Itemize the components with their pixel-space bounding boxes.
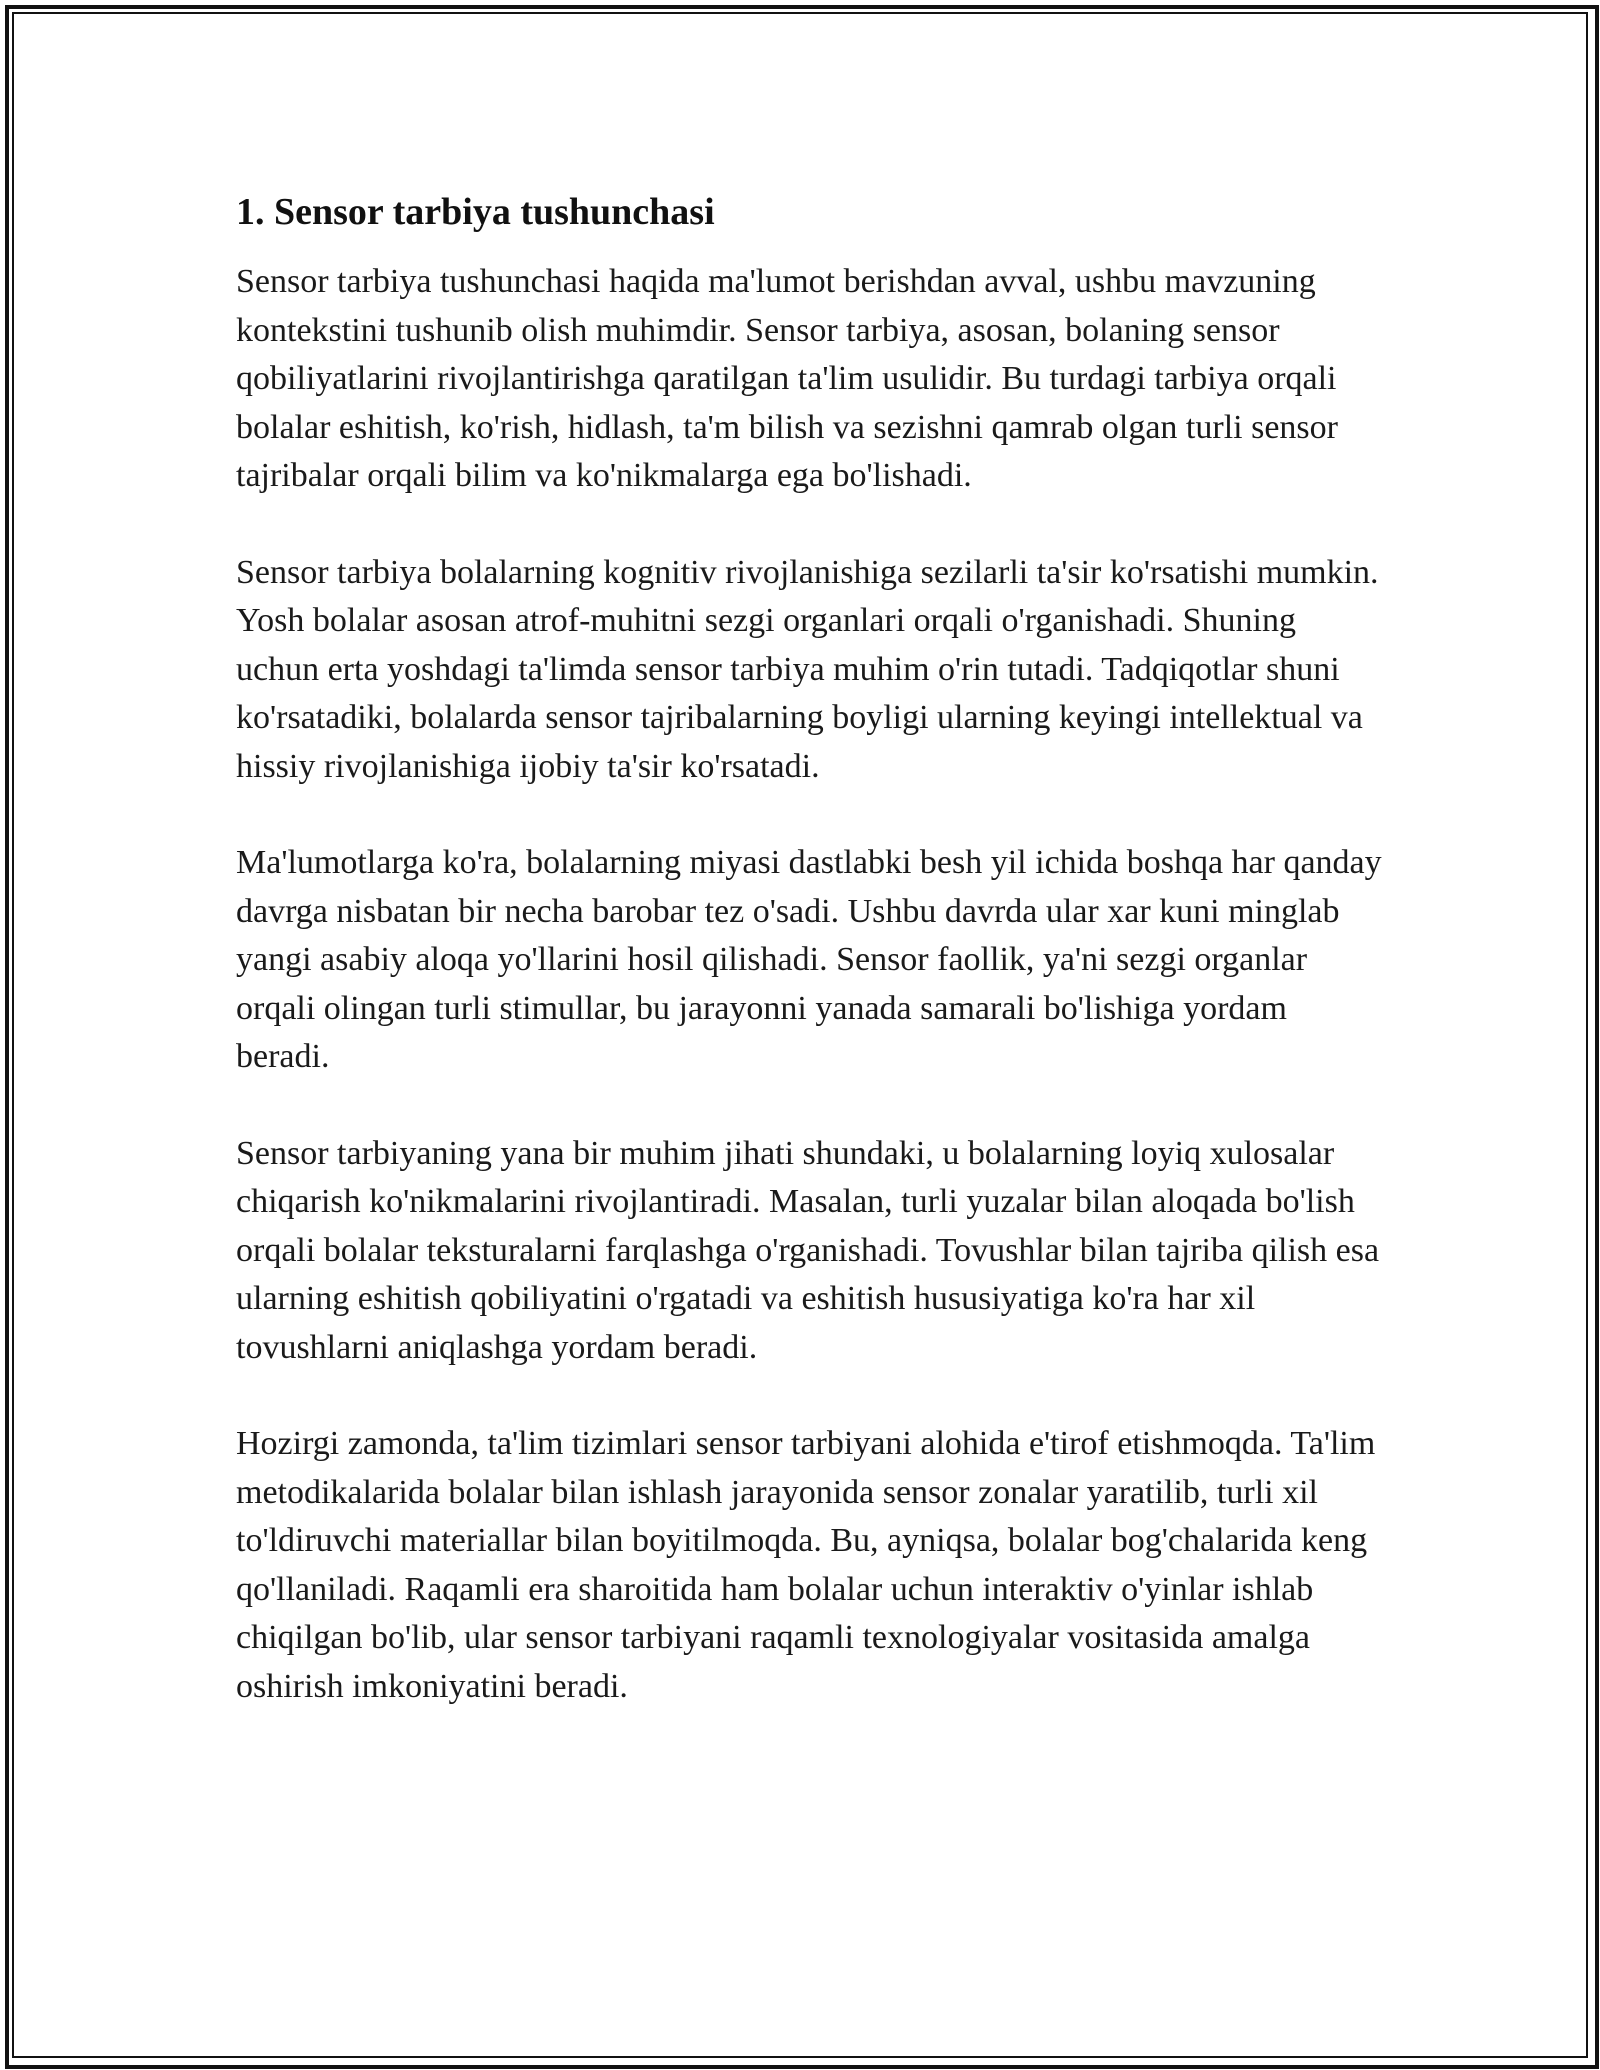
paragraph-1: Sensor tarbiya tushunchasi haqida ma'lumot berishdan avval, ushbu mavzuning kontekstini tushunib olish muhimdir. Sensor tarbiya, asosan, bolaning sensor qobiliyatlarini rivojlantirishga qaratilgan ta'lim usulidir. Bu turdagi tarbiya orqali bolalar eshitish, ko'rish, hidlash, ta'm bilish va sezishni qamrab olgan turli sensor tajribalar orqali bilim va ko'nikmalarga ega bo'lishadi. bbox=[236, 263, 1338, 494]
paragraph-5: Hozirgi zamonda, ta'lim tizimlari sensor tarbiyani alohida e'tirof etishmoqda. Ta'lim metodikalarida bolalar bilan ishlash jarayonida sensor zonalar yaratilib, turli xil to'ldiruvchi materiallar bilan boyitilmoqda. Bu, ayniqsa, bolalar bog'chalarida keng qo'llaniladi. Raqamli era sharoitida ham bolalar uchun interaktiv o'yinlar ishlab chiqilgan bo'lib, ular sensor tarbiyani raqamli texnologiyalar vositasida amalga oshirish imkoniyatini beradi. bbox=[236, 1425, 1376, 1705]
section-title: 1. Sensor tarbiya tushunchasi bbox=[236, 191, 715, 233]
paragraph-3: Ma'lumotlarga ko'ra, bolalarning miyasi dastlabki besh yil ichida boshqa har qanday davrga nisbatan bir necha barobar tez o'sadi. Ushbu davrda ular xar kuni minglab yangi asabiy aloqa yo'llarini hosil qilishadi. Sensor faollik, ya'ni sezgi organlar orqali olingan turli stimullar, bu jarayonni yanada samarali bo'lishiga yordam beradi. bbox=[236, 844, 1382, 1075]
document-body bbox=[236, 186, 1386, 1759]
paragraph-4: Sensor tarbiyaning yana bir muhim jihati shundaki, u bolalarning loyiq xulosalar chiqarish ko'nikmalarini rivojlantiradi. Masalan, turli yuzalar bilan aloqada bo'lish orqali bolalar teksturalarni farqlashga o'rganishadi. Tovushlar bilan tajriba qilish esa ularning eshitish qobiliyatini o'rgatadi va eshitish hususiyatiga ko'ra har xil tovushlarni aniqlashga yordam beradi. bbox=[236, 1134, 1380, 1366]
paragraph-2: Sensor tarbiya bolalarning kognitiv rivojlanishiga sezilarli ta'sir ko'rsatishi mumkin. Yosh bolalar asosan atrof-muhitni sezgi organlari orqali o'rganishadi. Shuning uchun erta yoshdagi ta'limda sensor tarbiya muhim o'rin tutadi. Tadqiqotlar shuni ko'rsatadiki, bolalarda sensor tajribalarning boyligi ularning keyingi intellektual va hissiy rivojlanishiga ijobiy ta'sir ko'rsatadi. bbox=[236, 553, 1379, 785]
